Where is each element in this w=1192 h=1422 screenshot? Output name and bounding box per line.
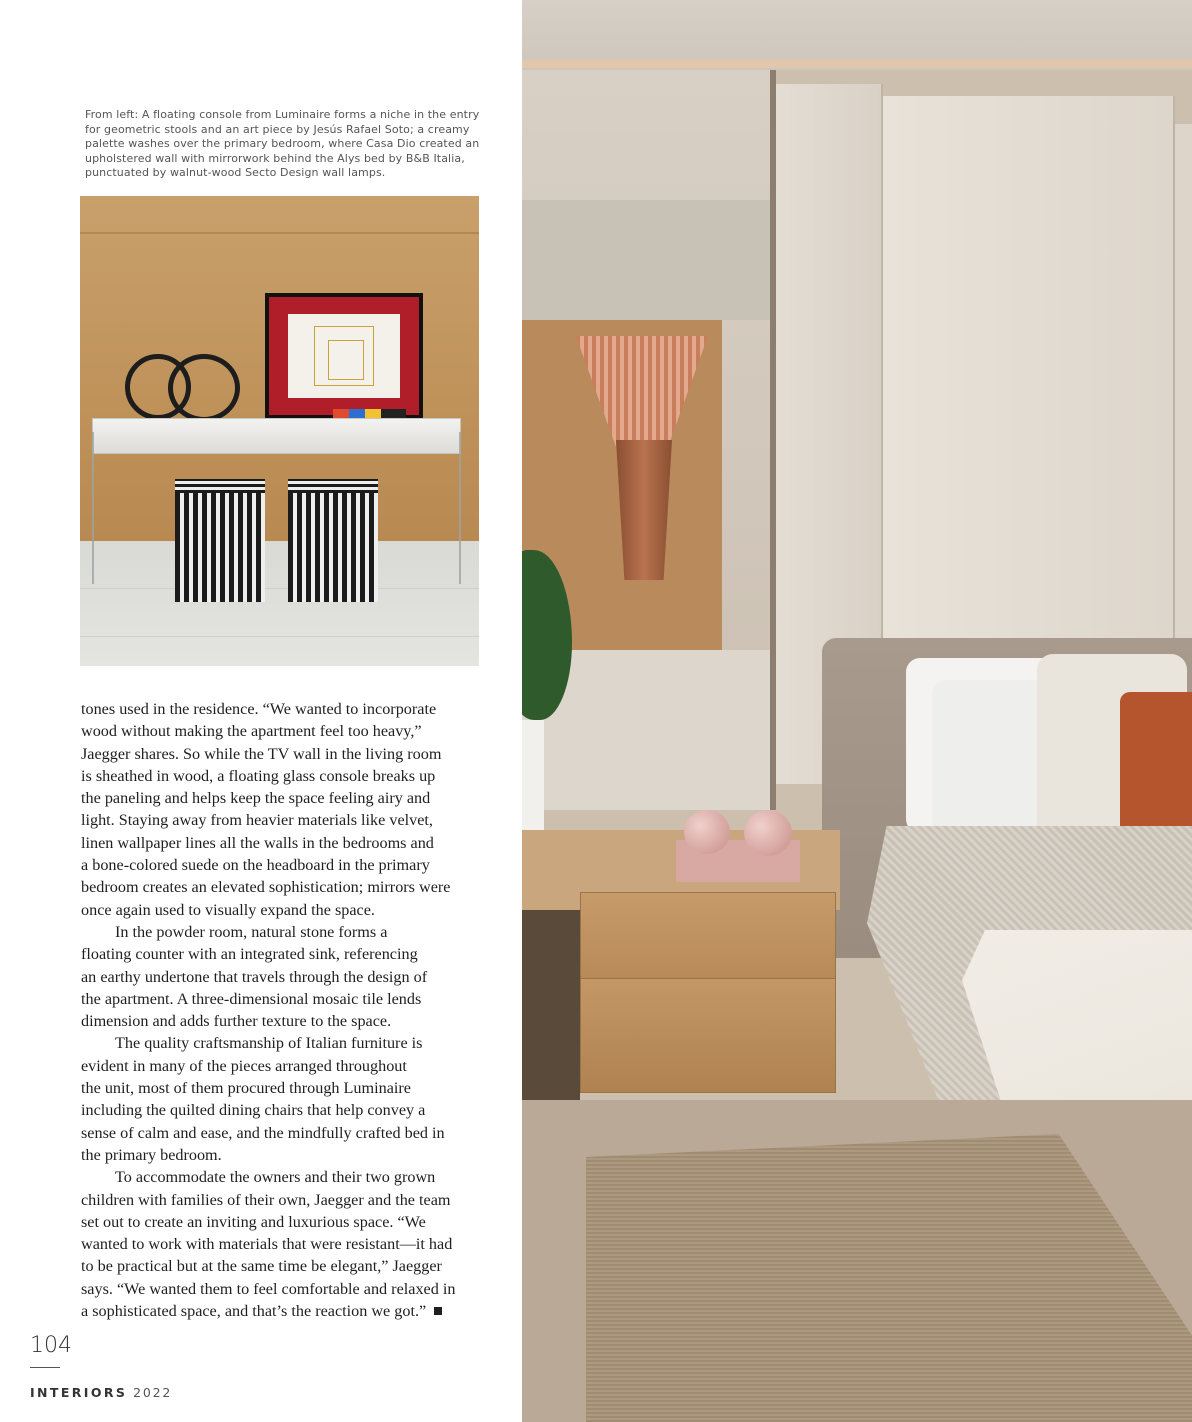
- striped-stool: [288, 479, 378, 602]
- console-photo: [80, 196, 479, 666]
- paragraph: tones used in the residence. “We wanted to incorporate wood without making the apartment feel too heavy,” Jaegger shares. So while the TV wall in the living room is sheathed in wood, a floating glass console breaks up the paneling and helps keep the space feeling airy and light. Staying away from heavier materials like velvet, linen wallpaper lines all the walls in the bedrooms and a bone-colored suede on the headboard in the primary bedroom creates an elevated sophistication; mirrors were once again used to visually expand the space.: [81, 700, 451, 919]
- page-number: 104: [30, 1333, 72, 1358]
- page-rule: [30, 1367, 60, 1368]
- floating-console: [92, 418, 461, 454]
- bedroom-photo: [522, 0, 1192, 1422]
- paragraph: The quality craftsmanship of Italian furniture is evident in many of the pieces arranged throughout the unit, most of them procured through Luminaire including the quilted dining chairs that help convey a sense of calm and ease, and the mindfully crafted bed in the primary bedroom.: [81, 1034, 445, 1164]
- photo-caption: From left: A floating console from Luminaire forms a niche in the entry for geometric stools and an art piece by Jesús Rafael Soto; a creamy palette washes over the primary bedroom, where Casa Dio created an upholstered wall with mirrorwork behind the Alys bed by B&B Italia, punctuated by walnut-wood Secto Design wall lamps.: [85, 108, 480, 179]
- article-body: [81, 698, 491, 1322]
- paragraph: To accommodate the owners and their two grown children with families of their own, Jaegger and the team set out to create an inviting and luxurious space. “We wanted to work with materials that were resistant—it had to be practical but at the same time be elegant,” Jaegger says. “We wanted them to feel comfortable and relaxed in a sophisticated space, and that’s the reaction we got.”: [81, 1168, 456, 1321]
- paragraph: In the powder room, natural stone forms a floating counter with an integrated sink, referencing an earthy undertone that travels through the design of the apartment. A three-dimensional mosaic tile lends dimension and adds further texture to the space.: [81, 922, 428, 1031]
- issue-year: 2022: [133, 1385, 173, 1400]
- end-mark: [434, 1307, 442, 1315]
- striped-stool: [175, 479, 265, 602]
- folio: [30, 1385, 172, 1400]
- magazine-name: INTERIORS: [30, 1385, 128, 1400]
- art-piece: [265, 293, 423, 419]
